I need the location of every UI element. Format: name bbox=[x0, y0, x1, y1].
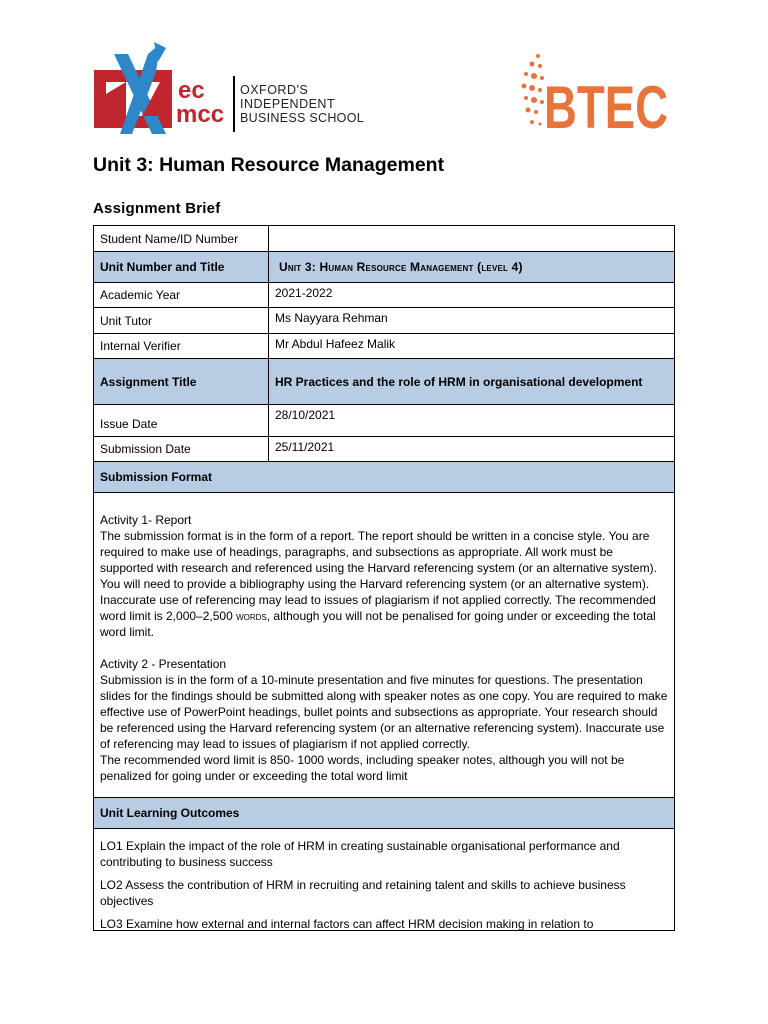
activity-1-title: Activity 1- Report bbox=[100, 513, 192, 527]
assignment-label: Assignment Title bbox=[94, 359, 269, 404]
logo-line-3: BUSINESS SCHOOL bbox=[240, 111, 364, 125]
row-year bbox=[94, 283, 674, 308]
row-verifier bbox=[94, 334, 674, 359]
submission-value: 25/11/2021 bbox=[275, 440, 335, 454]
learning-outcomes-heading: Unit Learning Outcomes bbox=[94, 798, 674, 829]
lo2: LO2 Assess the contribution of HRM in recruiting and retaining talent and skills to achieve business objectives bbox=[100, 878, 626, 908]
lo1: LO1 Explain the impact of the role of HRM in creating sustainable organisational performance and contributing to business success bbox=[100, 839, 620, 869]
logo-mcc-text: mcc bbox=[176, 101, 225, 128]
activity-1-text-a: The submission format is in the form of a report. The report should be written in a concise style. You are required to make use of headings, paragraphs, and subsections as appropriate. All work must be supported with research and referenced using the Harvard referencing system (or an alternative system). You will need to provide a bibliography using the Harvard referencing system (or an alternative system). Inaccurate use of referencing may lead to issues of plagiarism if not applied correctly. The recommended word limit is 2,000–2,500 bbox=[100, 529, 657, 623]
issue-label: Issue Date bbox=[94, 405, 269, 436]
btec-logo bbox=[520, 52, 672, 141]
row-student bbox=[94, 226, 674, 252]
verifier-label: Internal Verifier bbox=[94, 334, 269, 358]
activity-2-text: Submission is in the form of a 10-minute presentation and five minutes for questions. The presentation slides for the findings should be submitted along with speaker notes as one copy. You are required to make effective use of PowerPoint headings, bullet points and subsections as appropriate. Your research should be referenced using the Harvard referencing system (or an alternative referencing system). Inaccurate use of referencing may lead to issues of plagiarism if not applied correctly. bbox=[100, 673, 668, 751]
lo3: LO3 Examine how external and internal factors can affect HRM decision making in relation to bbox=[100, 917, 594, 931]
student-value bbox=[269, 226, 674, 251]
ecmcc-logo-graphic bbox=[92, 42, 382, 137]
assignment-brief-table bbox=[93, 225, 675, 931]
logo-ec-text: ec bbox=[178, 77, 205, 104]
submission-format-body bbox=[94, 493, 674, 798]
unit-label: Unit Number and Title bbox=[94, 252, 269, 282]
row-unit bbox=[94, 252, 674, 283]
verifier-value: Mr Abdul Hafeez Malik bbox=[275, 337, 396, 351]
tutor-value: Ms Nayyara Rehman bbox=[275, 311, 388, 325]
tutor-label: Unit Tutor bbox=[94, 308, 269, 333]
row-assignment bbox=[94, 359, 674, 405]
unit-value: Unit 3: Human Resource Management (level 4) bbox=[279, 260, 523, 274]
ecmcc-logo bbox=[92, 42, 382, 137]
submission-label: Submission Date bbox=[94, 437, 269, 461]
assignment-value: HR Practices and the role of HRM in organisational development bbox=[275, 374, 643, 389]
learning-outcomes-body bbox=[94, 829, 674, 932]
row-submission bbox=[94, 437, 674, 462]
year-value: 2021-2022 bbox=[275, 286, 333, 300]
logo-line-1: OXFORD'S bbox=[240, 83, 309, 97]
page-subtitle: Assignment Brief bbox=[93, 200, 221, 217]
btec-dots bbox=[522, 54, 545, 126]
issue-value: 28/10/2021 bbox=[275, 408, 336, 422]
row-issue bbox=[94, 405, 674, 437]
row-tutor bbox=[94, 308, 674, 334]
activity-1-text bbox=[100, 528, 668, 640]
activity-2-text-b: The recommended word limit is 850- 1000 words, including speaker notes, although you will not be penalized for going under or exceeding the total word limit bbox=[100, 753, 625, 783]
logo-line-2: INDEPENDENT bbox=[240, 97, 336, 111]
activity-2-title: Activity 2 - Presentation bbox=[100, 657, 227, 671]
btec-logo-graphic bbox=[520, 52, 672, 141]
year-label: Academic Year bbox=[94, 283, 269, 307]
activity-1-words: words bbox=[236, 609, 267, 623]
page-title: Unit 3: Human Resource Management bbox=[93, 154, 445, 176]
student-label: Student Name/ID Number bbox=[94, 226, 269, 251]
activity-1-text-b: , although you will not be penalised for going under or exceeding the total word limit. bbox=[100, 609, 656, 639]
btec-logo-text: BTEC bbox=[544, 74, 668, 141]
submission-format-heading: Submission Format bbox=[94, 462, 674, 493]
